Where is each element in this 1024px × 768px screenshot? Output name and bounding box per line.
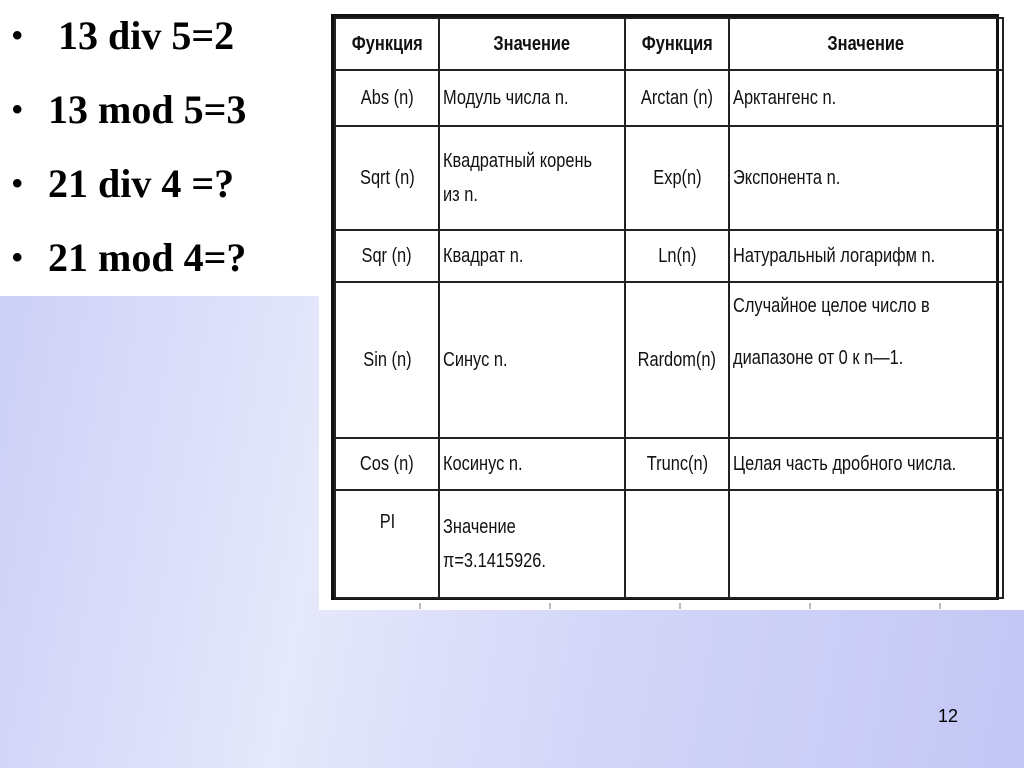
function-description-cell: Случайное целое число в диапазоне от 0 к n—1. [729, 282, 1003, 438]
column-header: Значение [439, 18, 625, 70]
bullet-item [12, 162, 234, 206]
bullet-marker: • [12, 167, 23, 200]
function-name-cell: Sqr (n) [335, 230, 439, 282]
bullet-text: 13 div 5=2 [48, 13, 235, 58]
scan-artifact [379, 603, 979, 609]
function-description-cell: Косинус n. [439, 438, 625, 490]
bullet-item [12, 88, 246, 132]
function-name-cell: PI [335, 490, 439, 598]
table-row [335, 126, 1003, 230]
bullet-text: 21 mod 4=? [48, 235, 247, 280]
bullet-text: 21 div 4 =? [48, 161, 235, 206]
function-name-cell: Abs (n) [335, 70, 439, 126]
function-name-cell: Trunc(n) [625, 438, 729, 490]
table-row [335, 282, 1003, 438]
function-name-cell: Sin (n) [335, 282, 439, 438]
function-table [334, 17, 1004, 599]
table-header-row [335, 18, 1003, 70]
bullet-marker: • [12, 93, 23, 126]
function-description-cell: Целая часть дробного числа. [729, 438, 1003, 490]
function-name-cell [625, 490, 729, 598]
table-frame [331, 14, 999, 600]
column-header: Значение [729, 18, 1003, 70]
column-header: Функция [335, 18, 439, 70]
function-description-cell: Квадрат n. [439, 230, 625, 282]
bullet-item [12, 14, 234, 58]
bullet-marker: • [12, 19, 23, 52]
function-description-cell: Синус n. [439, 282, 625, 438]
function-name-cell: Cos (n) [335, 438, 439, 490]
function-name-cell: Exp(n) [625, 126, 729, 230]
page-number: 12 [938, 706, 959, 726]
function-name-cell: Sqrt (n) [335, 126, 439, 230]
bullet-text: 13 mod 5=3 [48, 87, 247, 132]
function-description-cell [729, 490, 1003, 598]
table-row [335, 490, 1003, 598]
table-row [335, 230, 1003, 282]
function-description-cell: Арктангенс n. [729, 70, 1003, 126]
column-header: Функция [625, 18, 729, 70]
function-description-cell: Экспонента n. [729, 126, 1003, 230]
function-description-cell: Натуральный логарифм n. [729, 230, 1003, 282]
function-name-cell: Arctan (n) [625, 70, 729, 126]
function-name-cell: Ln(n) [625, 230, 729, 282]
bullet-marker: • [12, 241, 23, 274]
table-row [335, 70, 1003, 126]
function-name-cell: Rardom(n) [625, 282, 729, 438]
function-description-cell: Модуль числа n. [439, 70, 625, 126]
bullets-panel [0, 0, 320, 296]
function-description-cell: Значение π=3.1415926. [439, 490, 625, 598]
function-table-image [319, 0, 1024, 610]
bullet-item [12, 236, 246, 280]
function-description-cell: Квадратный корень из n. [439, 126, 625, 230]
table-row [335, 438, 1003, 490]
